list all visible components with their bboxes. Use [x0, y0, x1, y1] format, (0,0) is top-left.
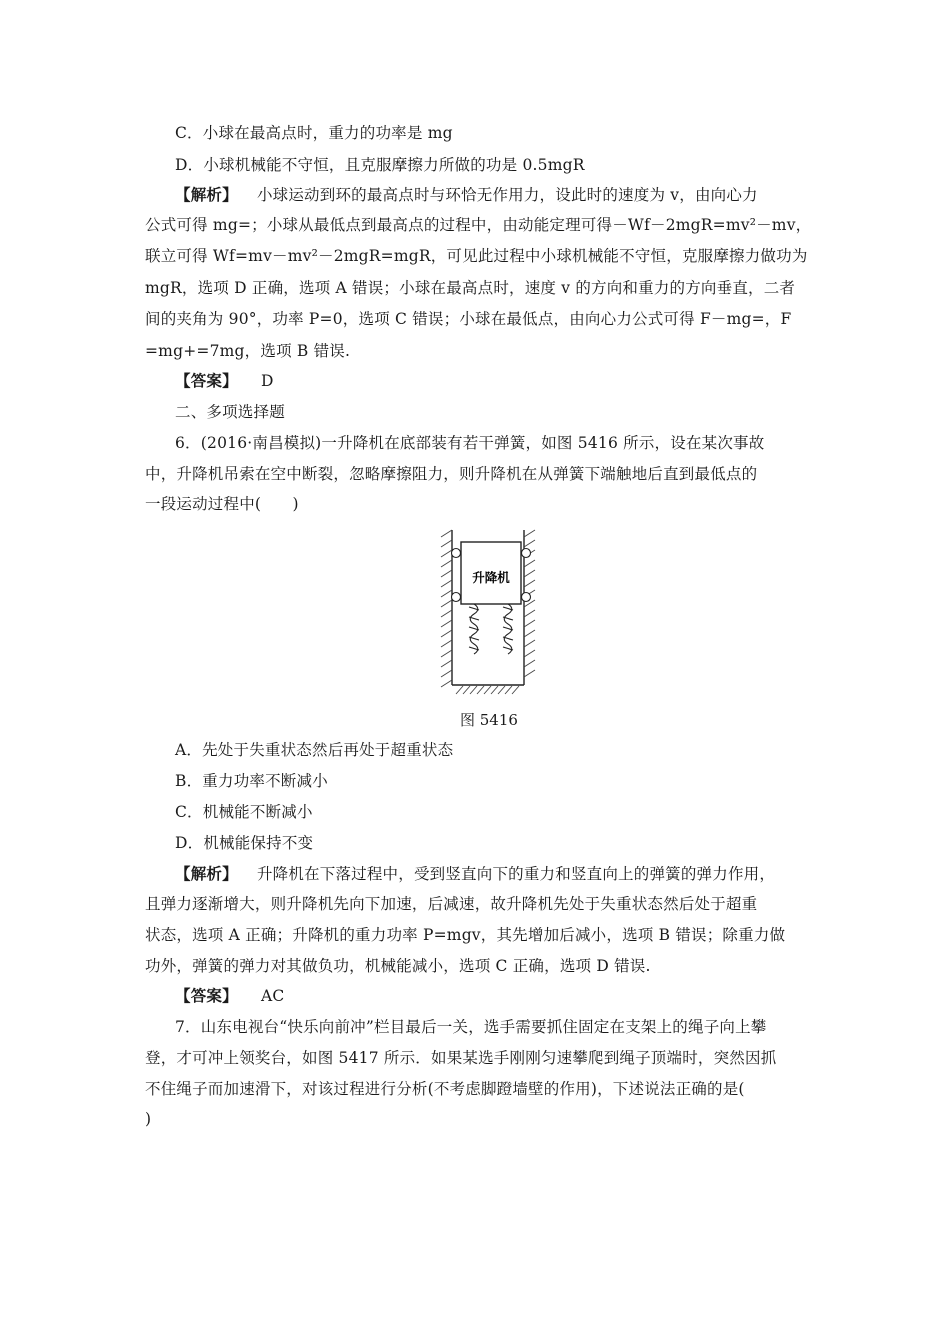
q5-analysis-line-5: 间的夹角为 90°，功率 P=0，选项 C 错误；小球在最低点，由向心力公式可得 F－mg=，F — [145, 310, 792, 328]
q5-analysis-line-6: =mg+=7mg，选项 B 错误. — [145, 342, 351, 360]
q6-stem-line-2: 中，升降机吊索在空中断裂，忽略摩擦阻力，则升降机在从弹簧下端触地后直到最低点的 — [145, 465, 758, 483]
elevator-spring-figure — [432, 525, 544, 695]
q5-answer — [175, 371, 845, 391]
q7-stem-line-3: 不住绳子而加速滑下，对该过程进行分析(不考虑脚蹬墙壁的作用)，下述说法正确的是( — [145, 1080, 745, 1098]
answer-label: 【答案】 — [175, 986, 238, 1005]
q6-analysis-line-2: 且弹力逐渐增大，则升降机先向下加速，后减速，故升降机先处于失重状态然后处于超重 — [145, 895, 758, 913]
q6-analysis-line-1: 【解析】 升降机在下落过程中，受到竖直向下的重力和竖直向上的弹簧的弹力作用， — [175, 864, 776, 883]
q6-stem-line-1: 6．(2016·南昌模拟)一升降机在底部装有若干弹簧，如图 5416 所示，设在某次事故 — [175, 434, 765, 452]
q6-option-d: D．机械能保持不变 — [175, 834, 314, 852]
analysis-label: 【解析】 — [175, 864, 238, 883]
elevator-label: 升降机 — [472, 570, 510, 585]
q6-analysis-line-3: 状态，选项 A 正确；升降机的重力功率 P=mgv，其先增加后减小，选项 B 错误；除重力做 — [145, 926, 786, 944]
q6-option-a: A．先处于失重状态然后再处于超重状态 — [175, 741, 454, 759]
q5-option-c: C．小球在最高点时，重力的功率是 mg — [175, 124, 453, 142]
figure-caption: 图 5416 — [460, 711, 518, 729]
answer-label: 【答案】 — [175, 371, 238, 390]
q7-stem-line-2: 登，才可冲上领奖台，如图 5417 所示．如果某选手刚刚匀速攀爬到绳子顶端时，突然因抓 — [145, 1049, 777, 1067]
q6-analysis-line-4: 功外，弹簧的弹力对其做负功，机械能减小，选项 C 正确，选项 D 错误. — [145, 957, 651, 975]
section-title: 二、多项选择题 — [175, 403, 285, 421]
q6-option-c: C．机械能不断减小 — [175, 803, 313, 821]
answer-value: AC — [260, 987, 285, 1005]
q5-analysis-line-2: 公式可得 mg=；小球从最低点到最高点的过程中，由动能定理可得－Wf－2mgR=mv²－mv， — [145, 216, 812, 234]
analysis-label: 【解析】 — [175, 185, 238, 204]
q7-stem-line-1: 7．山东电视台“快乐向前冲”栏目最后一关，选手需要抓住固定在支架上的绳子向上攀 — [175, 1018, 767, 1036]
q5-analysis-line-3: 联立可得 Wf=mv－mv²－2mgR=mgR，可见此过程中小球机械能不守恒，克服摩擦力做功为 — [145, 247, 808, 265]
q6-answer — [175, 986, 845, 1006]
q6-option-b: B．重力功率不断减小 — [175, 772, 328, 790]
q6-stem-line-3: 一段运动过程中( ) — [145, 495, 299, 513]
q5-analysis-line-1: 【解析】 小球运动到环的最高点时与环恰无作用力，设此时的速度为 v，由向心力 — [175, 185, 758, 204]
q5-analysis-line-4: mgR，选项 D 正确，选项 A 错误；小球在最高点时，速度 v 的方向和重力的方向垂直，二者 — [145, 279, 796, 297]
springs — [469, 604, 513, 654]
answer-value: D — [260, 372, 274, 390]
q5-option-d: D．小球机械能不守恒，且克服摩擦力所做的功是 0.5mgR — [175, 156, 585, 174]
q7-stem-line-4: ) — [145, 1110, 152, 1128]
